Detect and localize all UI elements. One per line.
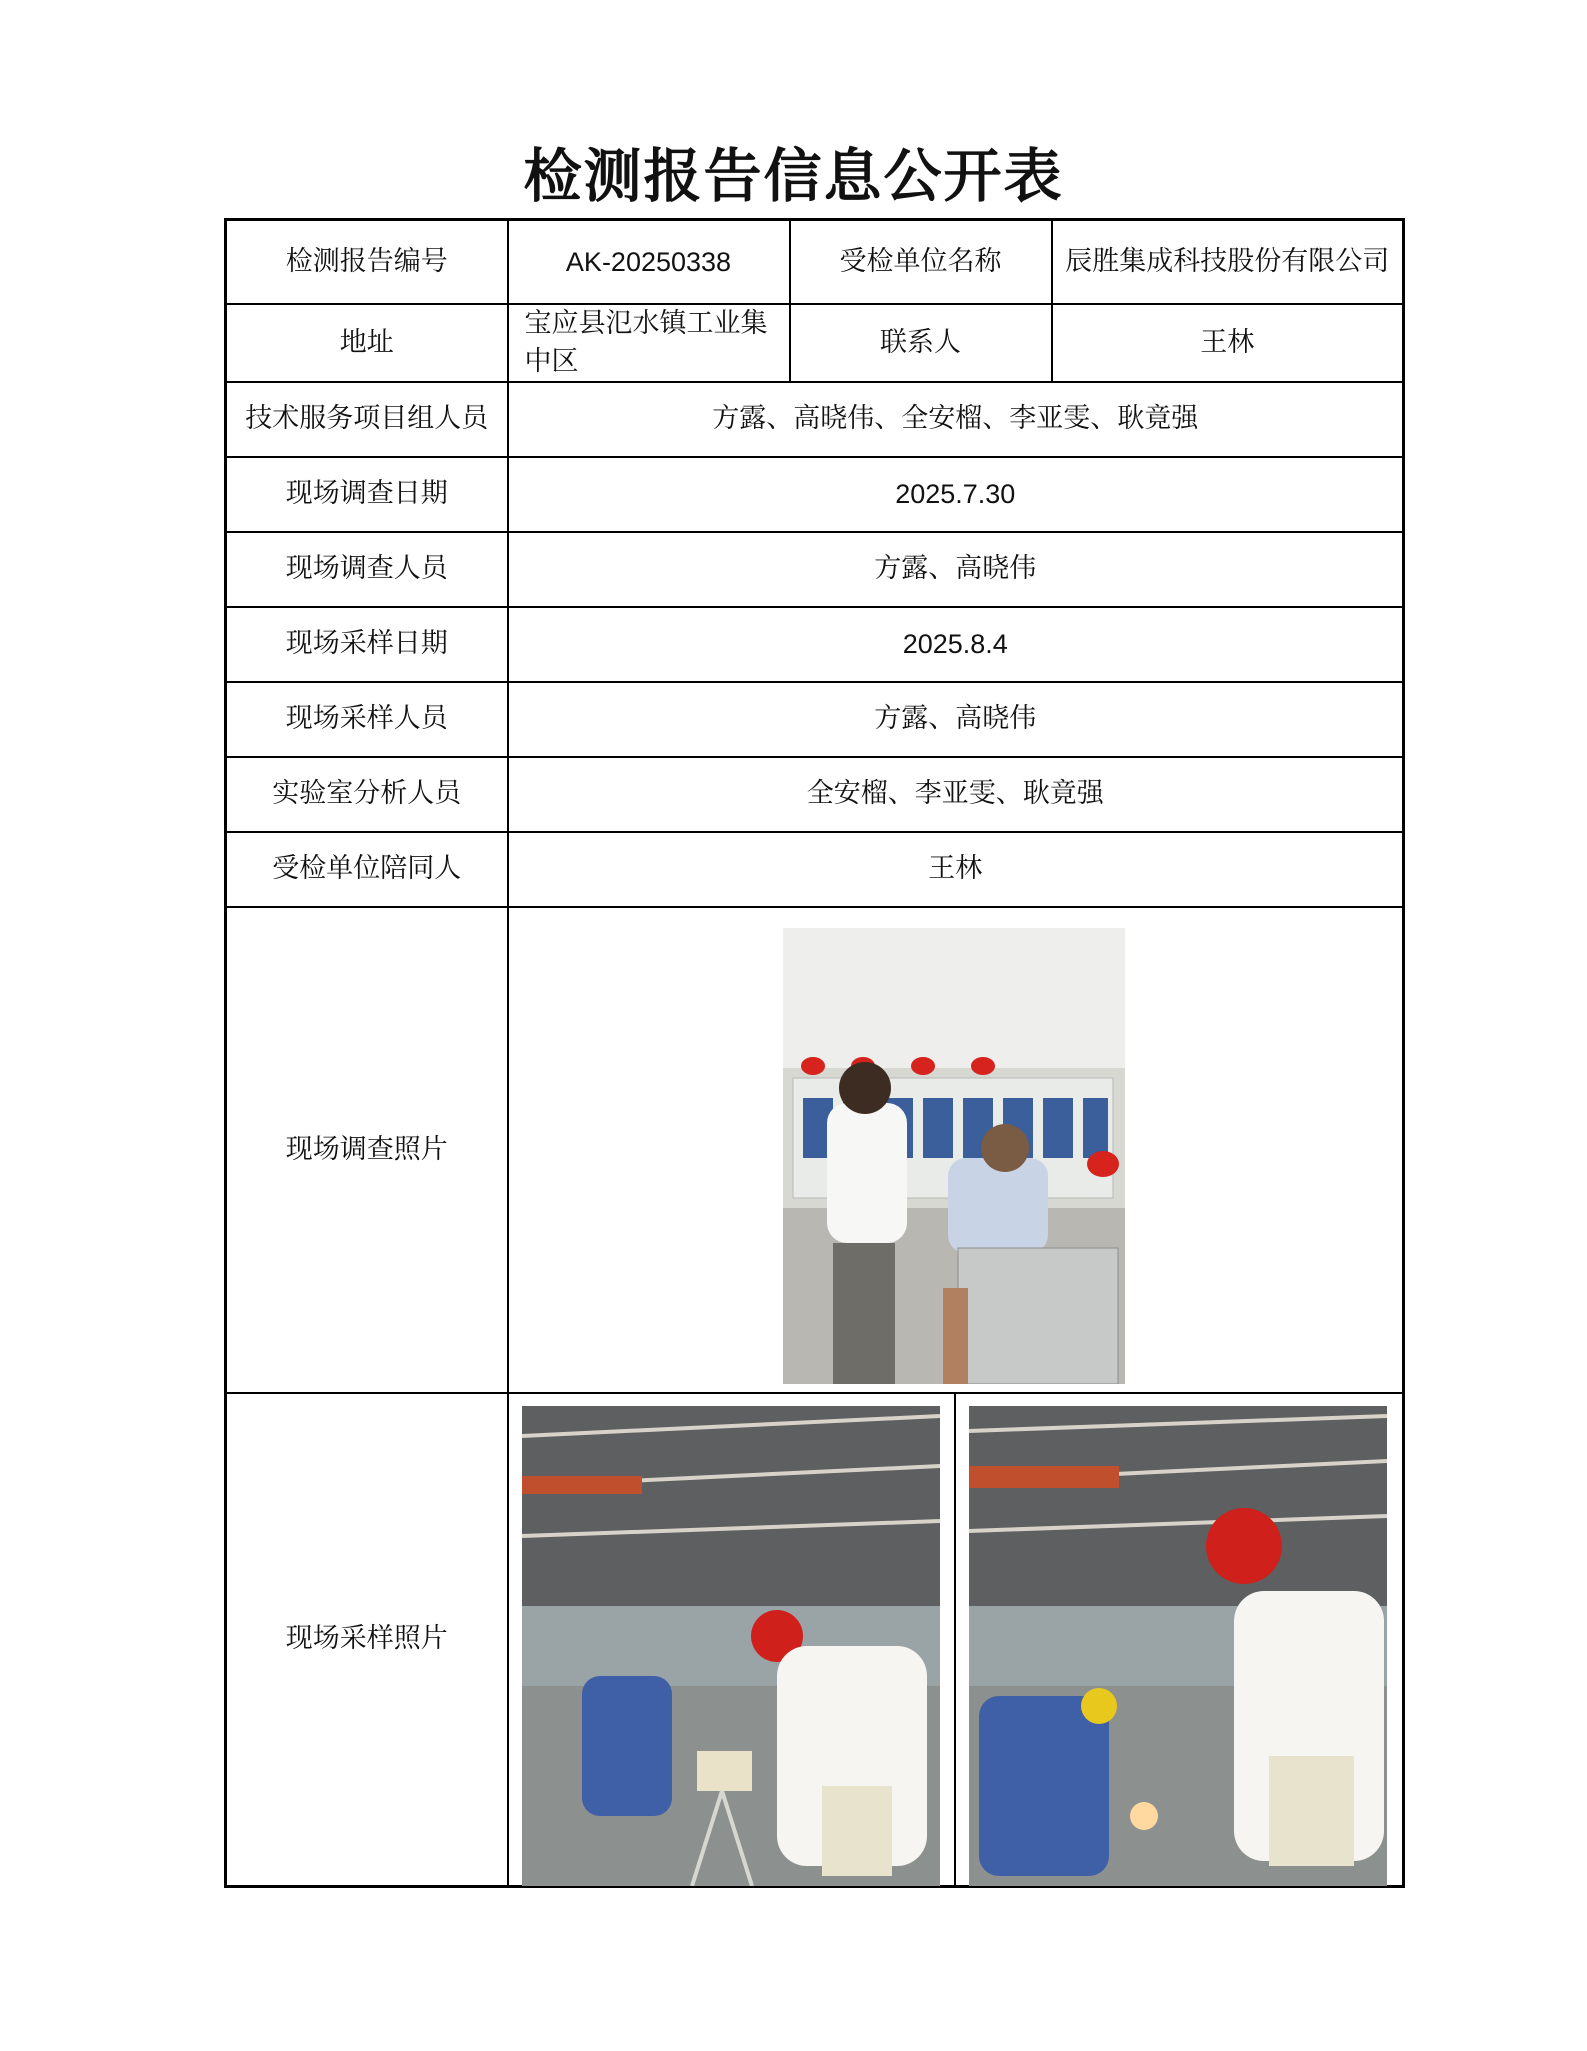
report-no-value: AK-20250338 bbox=[508, 220, 790, 304]
table-row bbox=[226, 532, 1404, 607]
sampling-date-value: 2025.8.4 bbox=[508, 607, 1404, 682]
sampling-photo-left-image bbox=[522, 1406, 940, 1886]
table-row bbox=[226, 457, 1404, 532]
team-label: 技术服务项目组人员 bbox=[226, 382, 508, 457]
survey-photo-cell bbox=[508, 907, 1404, 1393]
unit-name-value: 辰胜集成科技股份有限公司 bbox=[1052, 220, 1404, 304]
sampling-staff-value: 方露、高晓伟 bbox=[508, 682, 1404, 757]
lab-staff-value: 全安榴、李亚雯、耿竟强 bbox=[508, 757, 1404, 832]
sampling-staff-label: 现场采样人员 bbox=[226, 682, 508, 757]
table-row bbox=[226, 382, 1404, 457]
report-no-label: 检测报告编号 bbox=[226, 220, 508, 304]
survey-photo-label: 现场调查照片 bbox=[226, 907, 508, 1393]
survey-staff-value: 方露、高晓伟 bbox=[508, 532, 1404, 607]
address-value: 宝应县氾水镇工业集中区 bbox=[508, 304, 790, 382]
survey-staff-label: 现场调查人员 bbox=[226, 532, 508, 607]
table-row bbox=[226, 757, 1404, 832]
escort-value: 王林 bbox=[508, 832, 1404, 907]
sampling-photo-label: 现场采样照片 bbox=[226, 1393, 508, 1887]
table-row bbox=[226, 607, 1404, 682]
contact-value: 王林 bbox=[1052, 304, 1404, 382]
survey-date-label: 现场调查日期 bbox=[226, 457, 508, 532]
address-label: 地址 bbox=[226, 304, 508, 382]
table-row bbox=[226, 682, 1404, 757]
photo-divider bbox=[954, 1394, 956, 1886]
sampling-photo-right bbox=[969, 1406, 1387, 1886]
table-row bbox=[226, 1393, 1404, 1887]
unit-name-label: 受检单位名称 bbox=[790, 220, 1052, 304]
page-title: 检测报告信息公开表 bbox=[523, 142, 1064, 210]
sampling-photo-left bbox=[522, 1406, 940, 1886]
report-table bbox=[224, 218, 1405, 1888]
sampling-photo-right-image bbox=[969, 1406, 1387, 1886]
sampling-photo-cell bbox=[508, 1393, 1404, 1887]
survey-photo-image bbox=[783, 928, 1125, 1384]
table-row bbox=[226, 220, 1404, 304]
survey-date-value: 2025.7.30 bbox=[508, 457, 1404, 532]
team-value: 方露、高晓伟、全安榴、李亚雯、耿竟强 bbox=[508, 382, 1404, 457]
sampling-date-label: 现场采样日期 bbox=[226, 607, 508, 682]
table-row bbox=[226, 832, 1404, 907]
survey-photo bbox=[783, 928, 1125, 1384]
table-row bbox=[226, 907, 1404, 1393]
contact-label: 联系人 bbox=[790, 304, 1052, 382]
lab-staff-label: 实验室分析人员 bbox=[226, 757, 508, 832]
table-row bbox=[226, 304, 1404, 382]
escort-label: 受检单位陪同人 bbox=[226, 832, 508, 907]
